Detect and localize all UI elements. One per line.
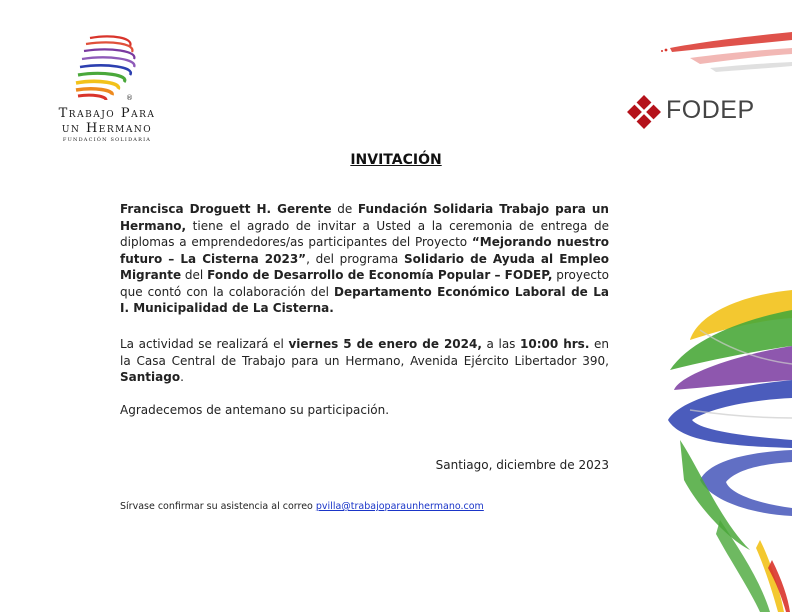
invitation-paragraph-1 <box>120 201 609 317</box>
place-and-date: Santiago, diciembre de 2023 <box>435 458 609 472</box>
paragraph1-segment: , del programa <box>306 251 404 266</box>
paragraph2-segment: . <box>180 370 184 384</box>
thanks-paragraph: Agradecemos de antemano su participación. <box>120 403 390 417</box>
fodep-logo <box>626 94 766 130</box>
invitation-paragraph-2 <box>120 336 609 386</box>
paragraph2-segment: en la Casa Central de Trabajo para un Hermano, Avenida Ejército Libertador 390, <box>120 337 609 368</box>
paragraph2-segment: viernes 5 de enero de 2024, <box>288 337 482 351</box>
decorative-brush-strokes-top <box>660 18 792 78</box>
org-name-line2: un Hermano <box>61 121 153 136</box>
decorative-color-swirls <box>660 290 792 612</box>
paragraph1-segment: tiene el agrado de invitar a Usted a la ceremonia de entrega de diplomas a emprendedores/as participantes del Proyecto <box>120 218 609 249</box>
fodep-name: FODEP <box>666 96 755 124</box>
red-diamond-squares-icon <box>626 94 662 130</box>
paragraph2-segment: a las <box>481 337 521 351</box>
org-subtitle: FUNDACIÓN SOLIDARIA <box>62 137 152 143</box>
registered-mark: ® <box>126 94 133 102</box>
org-name-line1: Trabajo Para <box>58 106 156 121</box>
paragraph1-segment: “Mejorando nuestro futuro – La Cisterna 2023” <box>120 235 609 266</box>
paragraph1-segment: Departamento Económico Laboral de La I. Municipalidad de La Cisterna. <box>120 284 609 315</box>
invitation-title: INVITACIÓN <box>350 152 442 168</box>
paragraph1-segment: Fundación Solidaria Trabajo para un Hermano, <box>120 202 609 233</box>
paragraph2-segment: La actividad se realizará el <box>120 337 289 351</box>
paragraph1-segment: Francisca Droguett H. Gerente <box>120 202 332 216</box>
paragraph1-segment: de <box>331 202 358 216</box>
rsvp-line <box>120 501 484 512</box>
paragraph1-segment: Fondo de Desarrollo de Economía Popular – FODEP, <box>207 268 553 282</box>
paragraph1-segment: del <box>181 268 208 282</box>
trabajo-para-un-hermano-logo <box>52 34 162 146</box>
paragraph2-segment: Santiago <box>120 370 181 384</box>
paragraph1-segment: Solidario de Ayuda al Empleo Migrante <box>120 251 609 282</box>
rsvp-text: Sírvase confirmar su asistencia al correo <box>120 501 316 512</box>
rsvp-email-link[interactable]: pvilla@trabajoparaunhermano.com <box>315 501 484 512</box>
colorful-stripes-hand-icon <box>72 34 152 106</box>
paragraph1-segment: proyecto que contó con la colaboración del <box>120 268 610 299</box>
paragraph2-segment: 10:00 hrs. <box>520 337 590 351</box>
organization-name <box>52 106 162 143</box>
